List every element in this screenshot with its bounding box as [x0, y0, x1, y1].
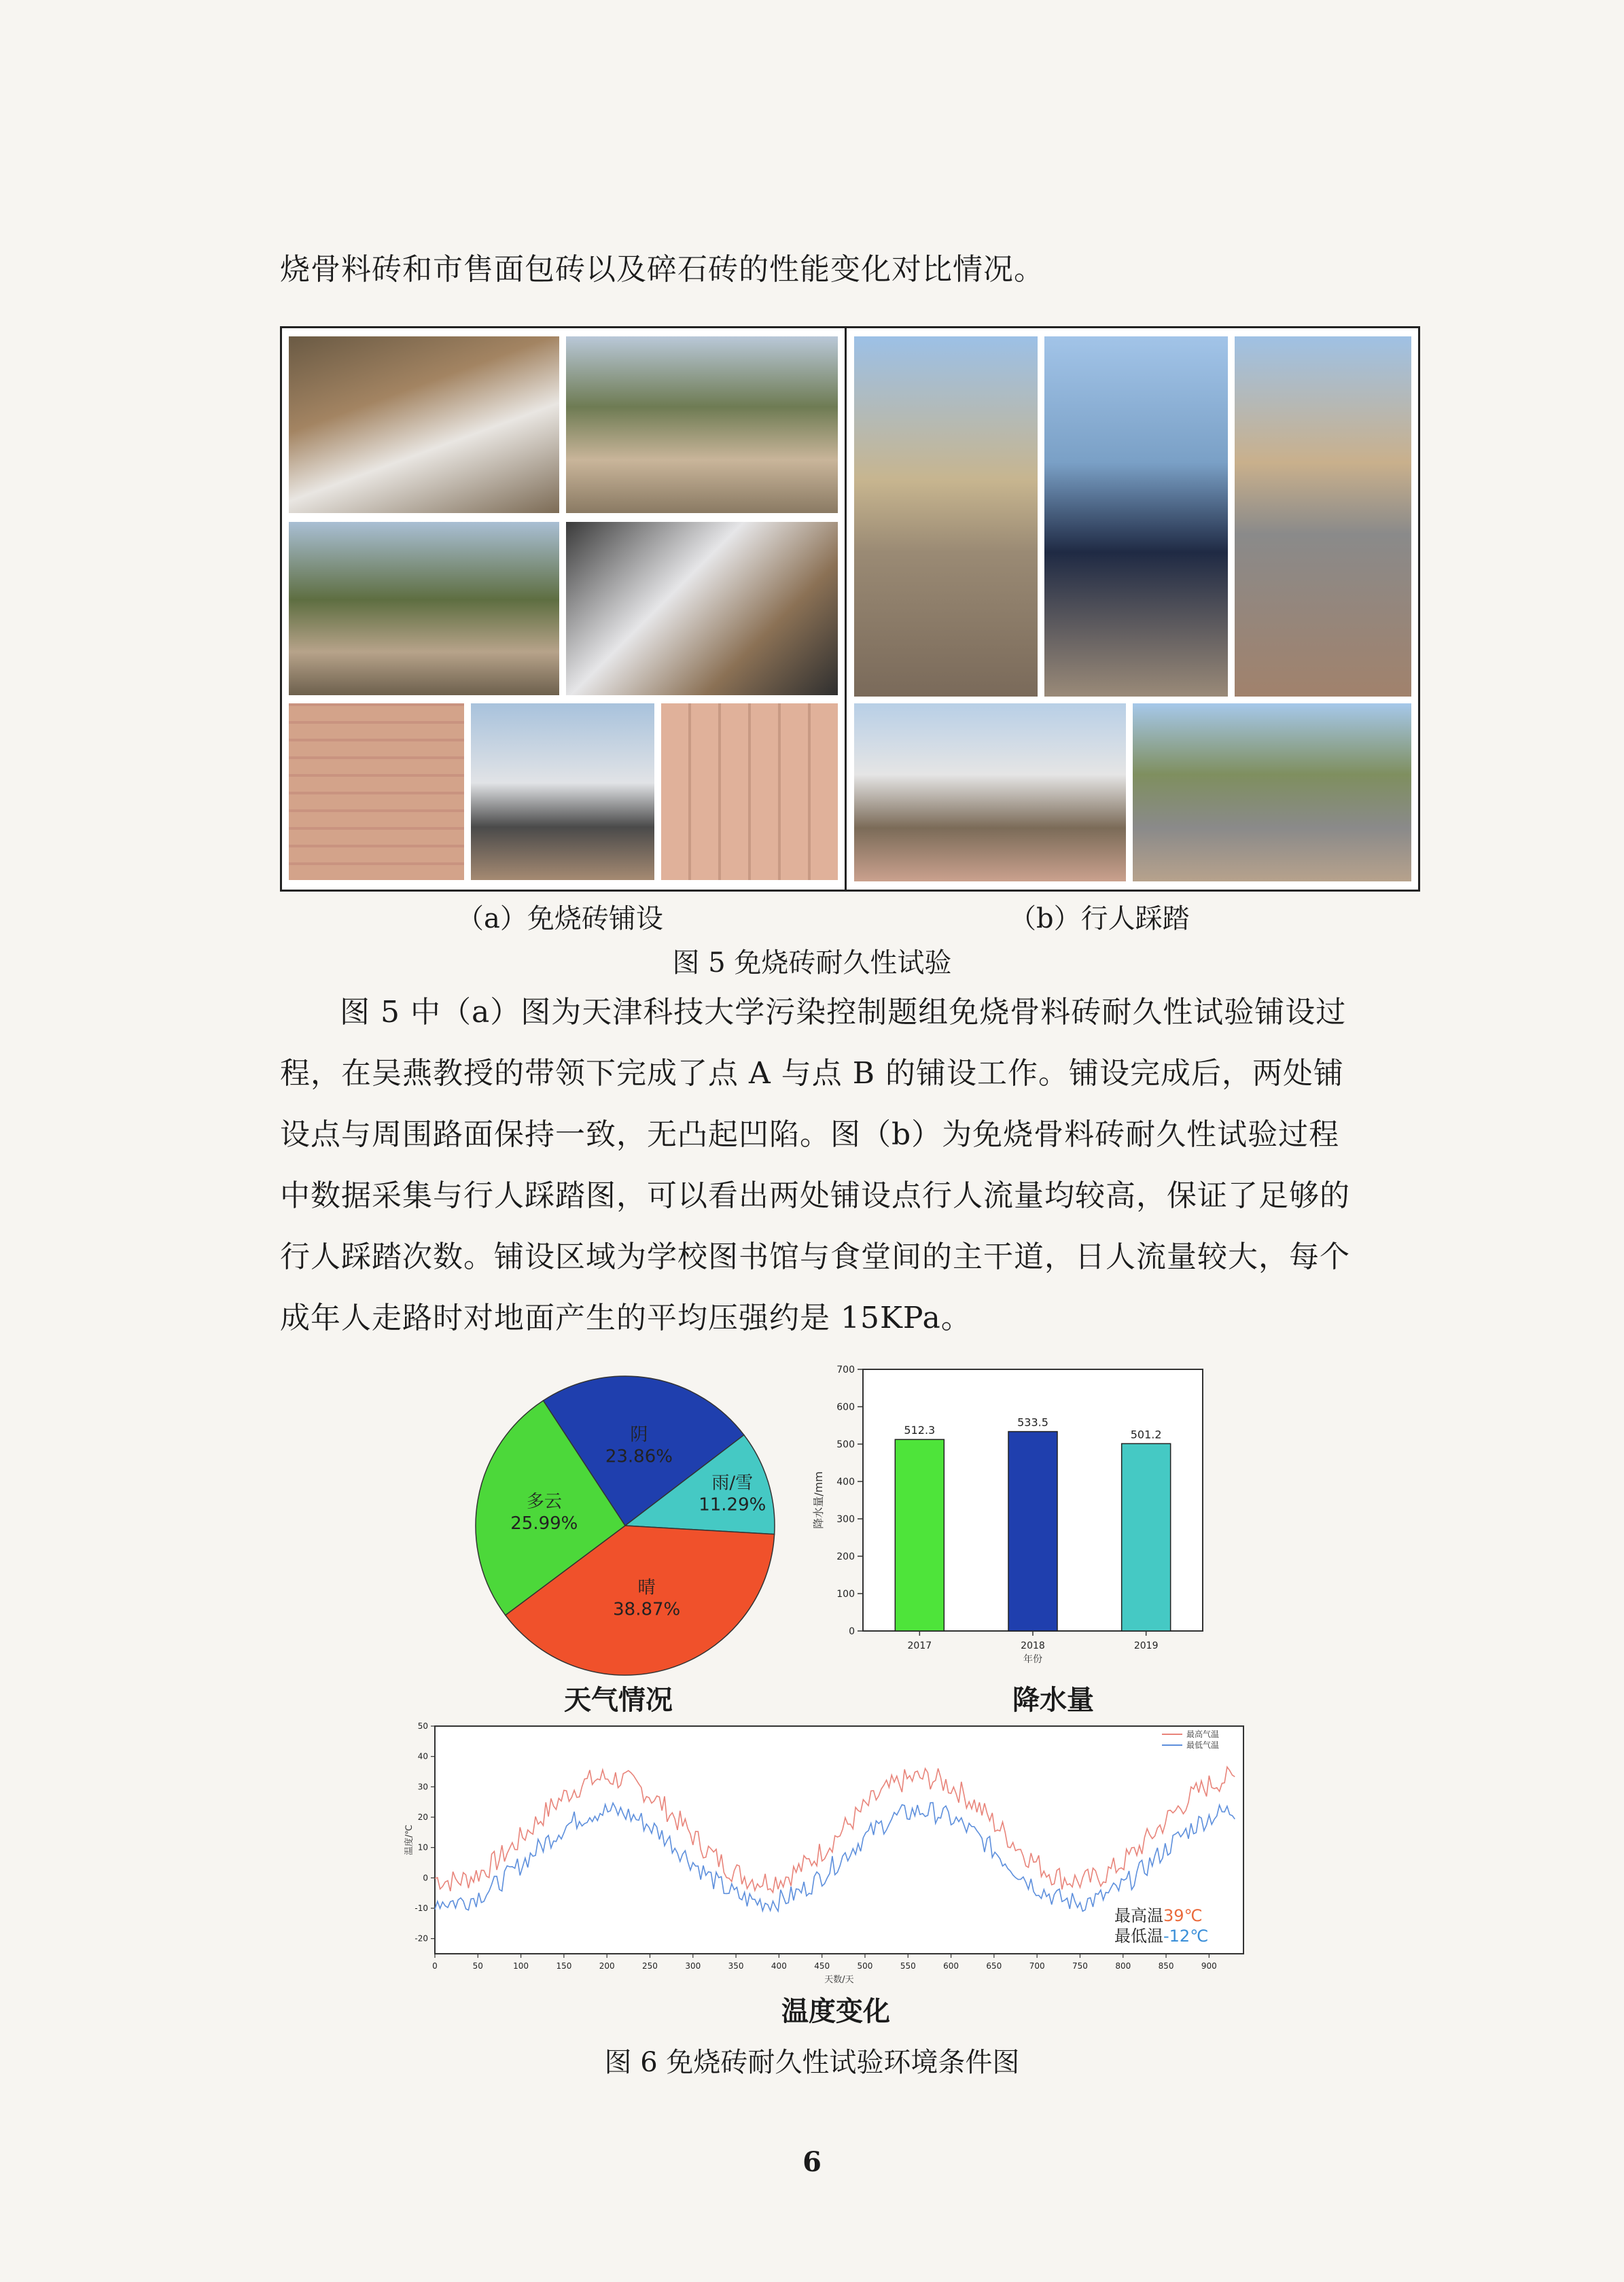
collage-divider — [845, 328, 847, 890]
pie-slice-percent: 23.86% — [605, 1446, 673, 1467]
pie-slice-percent: 11.29% — [699, 1494, 766, 1515]
x-axis-label: 天数/天 — [824, 1975, 854, 1985]
x-tick-label: 550 — [900, 1961, 916, 1971]
x-tick-label: 400 — [771, 1961, 787, 1971]
x-tick-label: 650 — [986, 1961, 1002, 1971]
photo-a5 — [289, 703, 464, 880]
bar-chart-title: 降水量 — [1012, 1685, 1094, 1716]
y-tick-label: 100 — [836, 1589, 855, 1600]
figure-5a-label: （a）免烧砖铺设 — [457, 903, 663, 934]
x-tick-label: 150 — [556, 1961, 572, 1971]
photo-a4 — [566, 522, 838, 695]
weather-pie-chart — [462, 1366, 788, 1685]
min-temp-label: 最低温 — [1114, 1927, 1163, 1946]
figure-6-caption: 图 6 免烧砖耐久性试验环境条件图 — [604, 2047, 1020, 2078]
bar-value-label: 533.5 — [1017, 1416, 1048, 1429]
y-tick-label: -10 — [414, 1903, 428, 1913]
photo-b3 — [1235, 336, 1411, 697]
x-tick-label: 750 — [1072, 1961, 1088, 1971]
x-tick-label: 850 — [1158, 1961, 1174, 1971]
x-axis-label: 年份 — [1023, 1654, 1042, 1665]
temperature-line-chart — [401, 1716, 1271, 2001]
y-tick-label: 400 — [836, 1477, 855, 1488]
pie-slice-percent: 38.87% — [613, 1599, 681, 1620]
photo-b1 — [854, 336, 1038, 697]
photo-b2 — [1044, 336, 1228, 697]
y-tick-label: 50 — [417, 1721, 428, 1731]
legend-label: 最高气温 — [1186, 1730, 1220, 1739]
y-tick-label: 0 — [423, 1873, 428, 1883]
precipitation-bar-chart — [802, 1356, 1237, 1675]
y-tick-label: 200 — [836, 1551, 855, 1562]
x-tick-label: 500 — [857, 1961, 873, 1971]
x-tick-label: 300 — [685, 1961, 701, 1971]
paragraph-line: 成年人走路时对地面产生的平均压强约是 15KPa。 — [280, 1301, 972, 1335]
x-tick-label: 50 — [472, 1961, 483, 1971]
x-tick-label: 100 — [513, 1961, 529, 1971]
y-tick-label: 300 — [836, 1514, 855, 1525]
x-tick-label: 2018 — [1021, 1640, 1045, 1651]
min-temp-value: -12℃ — [1163, 1927, 1209, 1946]
intro-line: 烧骨料砖和市售面包砖以及碎石砖的性能变化对比情况。 — [280, 252, 1044, 287]
y-axis-label: 降水量/mm — [812, 1471, 825, 1529]
y-tick-label: 700 — [836, 1365, 855, 1375]
bar-value-label: 512.3 — [904, 1424, 936, 1437]
x-tick-label: 2017 — [907, 1640, 932, 1651]
x-tick-label: 600 — [943, 1961, 959, 1971]
photo-b4 — [854, 703, 1126, 881]
max-temp-value: 39℃ — [1163, 1906, 1203, 1925]
photo-a1 — [289, 336, 559, 513]
figure-5b-label: （b）行人踩踏 — [1009, 903, 1190, 934]
paragraph-line: 图 5 中（a）图为天津科技大学污染控制题组免烧骨料砖耐久性试验铺设过 — [340, 995, 1347, 1030]
bar — [1122, 1443, 1171, 1631]
y-tick-label: 10 — [417, 1842, 428, 1853]
pie-slice-percent: 25.99% — [510, 1513, 578, 1534]
page-number: 6 — [802, 2146, 822, 2178]
y-axis-label: 温度/℃ — [404, 1825, 414, 1855]
body-paragraph — [280, 982, 1381, 1349]
photo-b5 — [1133, 703, 1411, 881]
x-tick-label: 0 — [432, 1961, 438, 1971]
y-tick-label: 600 — [836, 1402, 855, 1413]
y-tick-label: -20 — [414, 1933, 428, 1944]
bar-value-label: 501.2 — [1130, 1428, 1162, 1441]
x-tick-label: 700 — [1029, 1961, 1045, 1971]
y-tick-label: 40 — [417, 1751, 428, 1761]
legend-label: 最低气温 — [1186, 1740, 1220, 1750]
x-tick-label: 250 — [642, 1961, 658, 1971]
x-tick-label: 200 — [599, 1961, 615, 1971]
paragraph-line: 中数据采集与行人踩踏图，可以看出两处铺设点行人流量均较高，保证了足够的 — [280, 1178, 1350, 1213]
photo-a7 — [661, 703, 838, 880]
pie-slice-label: 多云 — [526, 1492, 562, 1513]
x-tick-label: 900 — [1201, 1961, 1217, 1971]
figure-5-photo-collage — [280, 326, 1420, 892]
bar — [895, 1439, 944, 1631]
line-chart-title: 温度变化 — [781, 1996, 890, 2027]
x-tick-label: 800 — [1115, 1961, 1131, 1971]
y-tick-label: 30 — [417, 1782, 428, 1792]
figure-5-caption: 图 5 免烧砖耐久性试验 — [672, 947, 952, 979]
y-tick-label: 500 — [836, 1439, 855, 1450]
pie-slice-label: 阴 — [630, 1424, 648, 1445]
x-tick-label: 450 — [814, 1961, 830, 1971]
x-tick-label: 350 — [728, 1961, 744, 1971]
max-temp-annotation — [1114, 1906, 1203, 1925]
pie-chart-title: 天气情况 — [564, 1685, 673, 1716]
y-tick-label: 0 — [849, 1626, 855, 1637]
min-temp-annotation — [1114, 1927, 1208, 1946]
bar — [1008, 1432, 1057, 1631]
photo-a6 — [471, 703, 654, 880]
photo-a3 — [289, 522, 559, 695]
y-tick-label: 20 — [417, 1812, 428, 1822]
pie-slice-label: 晴 — [637, 1577, 656, 1598]
paragraph-line: 行人踩踏次数。铺设区域为学校图书馆与食堂间的主干道，日人流量较大，每个 — [280, 1240, 1350, 1274]
x-tick-label: 2019 — [1133, 1640, 1159, 1651]
max-temp-label: 最高温 — [1114, 1906, 1163, 1925]
paragraph-line: 程，在吴燕教授的带领下完成了点 A 与点 B 的铺设工作。铺设完成后，两处铺 — [280, 1056, 1345, 1091]
photo-a2 — [566, 336, 838, 513]
pie-slice-label: 雨/雪 — [711, 1473, 754, 1494]
paragraph-line: 设点与周围路面保持一致，无凸起凹陷。图（b）为免烧骨料砖耐久性试验过程 — [280, 1117, 1340, 1152]
